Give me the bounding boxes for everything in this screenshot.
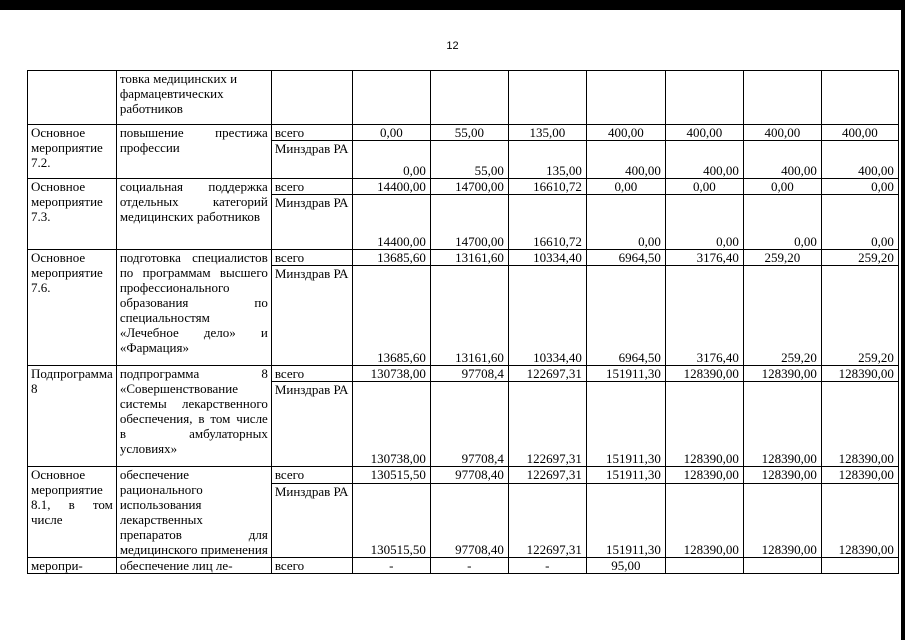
table-row bbox=[28, 558, 899, 574]
cell-value: 128390,00 bbox=[665, 366, 743, 382]
cell-program: Основное мероприятие 7.6. bbox=[28, 250, 117, 366]
cell-value: 122697,31 bbox=[508, 366, 586, 382]
cell-value: - bbox=[508, 558, 586, 574]
cell-value: 10334,40 bbox=[508, 266, 586, 366]
cell-value: 0,00 bbox=[352, 125, 430, 141]
cell-value: - bbox=[430, 558, 508, 574]
cell-value: 130738,00 bbox=[352, 366, 430, 382]
cell-value: 13161,60 bbox=[430, 266, 508, 366]
cell-value: 128390,00 bbox=[665, 484, 743, 558]
cell-value: 259,20 bbox=[743, 250, 821, 266]
cell-description: обеспечение лиц ле- bbox=[116, 558, 271, 574]
cell-value: 122697,31 bbox=[508, 467, 586, 484]
cell-value: 135,00 bbox=[508, 125, 586, 141]
cell-value: 122697,31 bbox=[508, 484, 586, 558]
cell-value: 10334,40 bbox=[508, 250, 586, 266]
cell-value: 14700,00 bbox=[430, 179, 508, 195]
cell-value: 128390,00 bbox=[743, 382, 821, 467]
cell-value: 55,00 bbox=[430, 125, 508, 141]
cell-value: 3176,40 bbox=[665, 250, 743, 266]
cell-value: 128390,00 bbox=[821, 484, 898, 558]
cell-value: 128390,00 bbox=[743, 467, 821, 484]
cell-value bbox=[665, 558, 743, 574]
budget-table bbox=[27, 70, 899, 574]
cell-program: Основное мероприятие 8.1, в том числе bbox=[28, 467, 117, 558]
cell-source: всего bbox=[271, 467, 352, 484]
cell-program: Основное мероприятие 7.2. bbox=[28, 125, 117, 179]
cell-value: 128390,00 bbox=[821, 382, 898, 467]
cell-value: 0,00 bbox=[743, 179, 821, 195]
cell-source: всего bbox=[271, 250, 352, 266]
cell-value: 128390,00 bbox=[743, 484, 821, 558]
cell-value: 13161,60 bbox=[430, 250, 508, 266]
cell-value: 6964,50 bbox=[586, 250, 665, 266]
cell-description: подпрограмма 8 «Совершенствование системы лекарственного обеспечения, в том числе в амбулаторных условиях» bbox=[116, 366, 271, 467]
cell-value: 151911,30 bbox=[586, 467, 665, 484]
cell-value: 400,00 bbox=[743, 125, 821, 141]
table-row bbox=[28, 179, 899, 195]
cell-description: социальная поддержка отдельных категорий медицинских работников bbox=[116, 179, 271, 250]
table-row bbox=[28, 366, 899, 382]
cell-value: 6964,50 bbox=[586, 266, 665, 366]
cell-value: 14400,00 bbox=[352, 179, 430, 195]
cell-source: всего bbox=[271, 125, 352, 141]
cell-source: Минздрав РА bbox=[271, 484, 352, 558]
cell-value: 0,00 bbox=[743, 195, 821, 250]
cell-value: 97708,40 bbox=[430, 484, 508, 558]
cell-value: 128390,00 bbox=[821, 467, 898, 484]
scan-top-edge bbox=[0, 0, 905, 10]
cell-value: 13685,60 bbox=[352, 250, 430, 266]
cell-source: Минздрав РА bbox=[271, 141, 352, 179]
cell-value bbox=[743, 558, 821, 574]
scan-right-edge bbox=[901, 0, 905, 640]
table-row bbox=[28, 250, 899, 266]
cell-value: 128390,00 bbox=[665, 382, 743, 467]
cell-value: 151911,30 bbox=[586, 366, 665, 382]
cell-source: Минздрав РА bbox=[271, 266, 352, 366]
cell-value: 400,00 bbox=[821, 125, 898, 141]
cell-value: 400,00 bbox=[821, 141, 898, 179]
cell-source bbox=[271, 71, 352, 125]
cell-value: - bbox=[352, 558, 430, 574]
cell-value: 0,00 bbox=[665, 179, 743, 195]
cell-value: 55,00 bbox=[430, 141, 508, 179]
cell-value: 151911,30 bbox=[586, 484, 665, 558]
cell-value: 3176,40 bbox=[665, 266, 743, 366]
cell-source: Минздрав РА bbox=[271, 195, 352, 250]
cell-value: 97708,4 bbox=[430, 382, 508, 467]
cell-value: 130738,00 bbox=[352, 382, 430, 467]
cell-value: 0,00 bbox=[586, 195, 665, 250]
cell-value: 16610,72 bbox=[508, 195, 586, 250]
cell-program: меропри- bbox=[28, 558, 117, 574]
cell-value: 13685,60 bbox=[352, 266, 430, 366]
cell-value: 400,00 bbox=[586, 125, 665, 141]
cell-value: 259,20 bbox=[821, 266, 898, 366]
table-row bbox=[28, 467, 899, 484]
cell-description: товка медицинских и фармацевтических работников bbox=[116, 71, 271, 125]
cell-value: 0,00 bbox=[821, 179, 898, 195]
cell-value: 128390,00 bbox=[665, 467, 743, 484]
table-row bbox=[28, 71, 899, 125]
cell-source: Минздрав РА bbox=[271, 382, 352, 467]
cell-value: 400,00 bbox=[665, 141, 743, 179]
cell-value: 14700,00 bbox=[430, 195, 508, 250]
cell-value: 130515,50 bbox=[352, 467, 430, 484]
cell-description: повышение престижа профессии bbox=[116, 125, 271, 179]
cell-value: 400,00 bbox=[586, 141, 665, 179]
cell-description: обеспечение рационального использования лекарственных препаратов для медицинского применения bbox=[116, 467, 271, 558]
cell-value: 128390,00 bbox=[821, 366, 898, 382]
cell-value: 151911,30 bbox=[586, 382, 665, 467]
cell-value: 16610,72 bbox=[508, 179, 586, 195]
cell-value: 400,00 bbox=[665, 125, 743, 141]
cell-program bbox=[28, 71, 117, 125]
cell-source: всего bbox=[271, 366, 352, 382]
cell-source: всего bbox=[271, 179, 352, 195]
cell-value: 130515,50 bbox=[352, 484, 430, 558]
cell-value: 95,00 bbox=[586, 558, 665, 574]
table-row bbox=[28, 125, 899, 141]
cell-value: 128390,00 bbox=[743, 366, 821, 382]
cell-value: 0,00 bbox=[821, 195, 898, 250]
cell-value: 0,00 bbox=[586, 179, 665, 195]
cell-program: Подпрограмма 8 bbox=[28, 366, 117, 467]
cell-value: 122697,31 bbox=[508, 382, 586, 467]
cell-value bbox=[821, 558, 898, 574]
cell-value: 0,00 bbox=[352, 141, 430, 179]
cell-value: 259,20 bbox=[821, 250, 898, 266]
cell-value: 14400,00 bbox=[352, 195, 430, 250]
cell-value: 97708,4 bbox=[430, 366, 508, 382]
cell-source: всего bbox=[271, 558, 352, 574]
cell-value: 400,00 bbox=[743, 141, 821, 179]
cell-value: 0,00 bbox=[665, 195, 743, 250]
cell-value: 259,20 bbox=[743, 266, 821, 366]
cell-value: 135,00 bbox=[508, 141, 586, 179]
cell-description: подготовка специалистов по программам высшего профессионального образования по специальностям «Лечебное дело» и «Фармация» bbox=[116, 250, 271, 366]
cell-program: Основное мероприятие 7.3. bbox=[28, 179, 117, 250]
page-number: 12 bbox=[446, 40, 459, 52]
cell-value: 97708,40 bbox=[430, 467, 508, 484]
